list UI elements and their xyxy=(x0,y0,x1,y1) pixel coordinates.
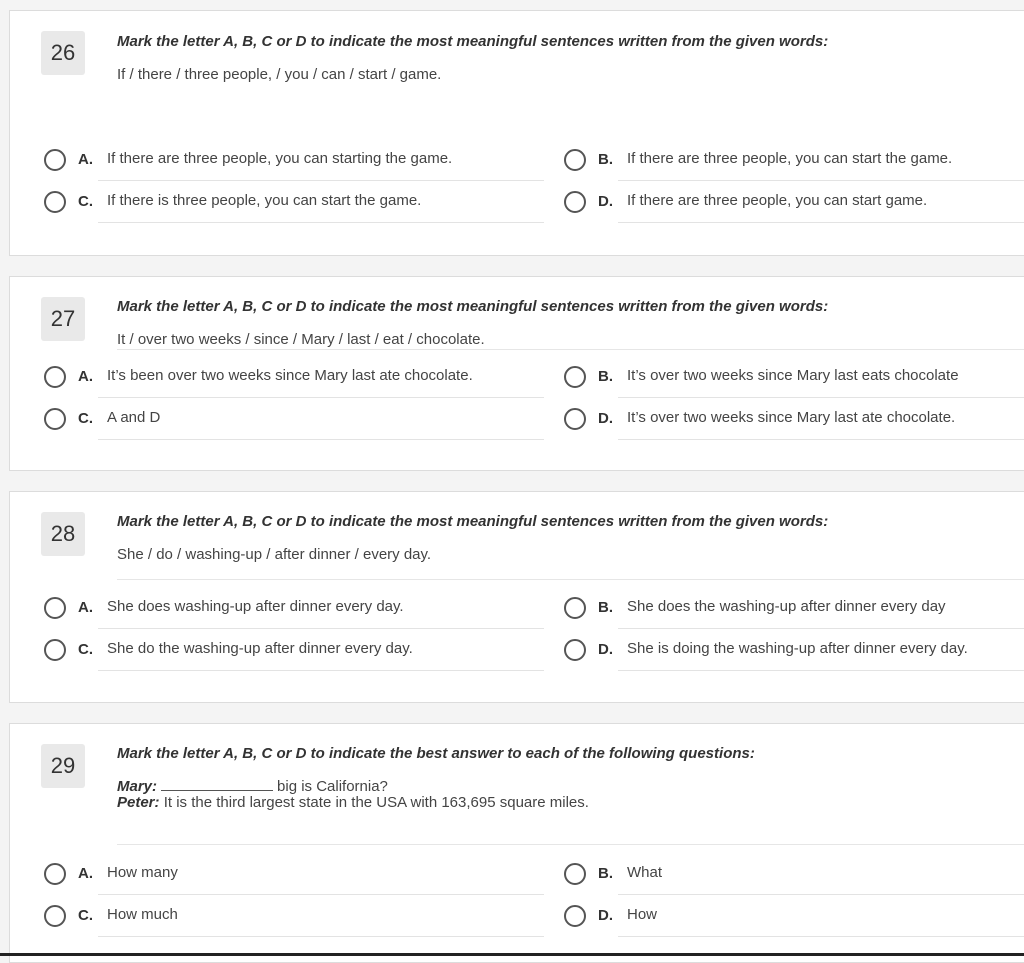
option-c[interactable] xyxy=(44,182,544,224)
option-text: She do the washing-up after dinner every day. xyxy=(107,640,413,657)
radio-button[interactable] xyxy=(44,905,66,927)
option-text: If there are three people, you can starting the game. xyxy=(107,150,453,167)
option-a[interactable] xyxy=(44,140,544,182)
option-d[interactable] xyxy=(564,182,1024,224)
option-a[interactable] xyxy=(44,854,544,896)
radio-button[interactable] xyxy=(44,366,66,388)
radio-button[interactable] xyxy=(564,597,586,619)
question-instruction: Mark the letter A, B, C or D to indicate the best answer to each of the following questions: xyxy=(117,745,755,762)
radio-button[interactable] xyxy=(564,366,586,388)
question-card-29 xyxy=(9,723,1024,963)
option-b[interactable] xyxy=(564,357,1024,399)
radio-button[interactable] xyxy=(564,191,586,213)
option-letter: D. xyxy=(598,410,613,427)
option-text: It’s been over two weeks since Mary last ate chocolate. xyxy=(107,367,473,384)
dialog-block xyxy=(117,778,589,811)
answer-blank xyxy=(161,778,273,791)
option-letter: A. xyxy=(78,368,93,385)
option-letter: A. xyxy=(78,865,93,882)
option-letter: B. xyxy=(598,865,613,882)
question-number: 26 xyxy=(41,31,85,75)
question-number: 29 xyxy=(41,744,85,788)
option-text: If there are three people, you can start game. xyxy=(627,192,928,209)
option-text: How much xyxy=(107,906,178,923)
radio-button[interactable] xyxy=(44,639,66,661)
dialog-line: It is the third largest state in the USA with 163,695 square miles. xyxy=(163,794,589,811)
option-letter: A. xyxy=(78,151,93,168)
option-d[interactable] xyxy=(564,399,1024,441)
option-letter: D. xyxy=(598,193,613,210)
question-prompt: If / there / three people, / you / can / start / game. xyxy=(117,66,442,83)
option-text: If there is three people, you can start the game. xyxy=(107,192,422,209)
option-letter: B. xyxy=(598,368,613,385)
radio-button[interactable] xyxy=(564,408,586,430)
option-letter: D. xyxy=(598,907,613,924)
option-d[interactable] xyxy=(564,630,1024,672)
option-letter: C. xyxy=(78,193,93,210)
option-letter: C. xyxy=(78,907,93,924)
radio-button[interactable] xyxy=(564,639,586,661)
question-card-27 xyxy=(9,276,1024,471)
option-b[interactable] xyxy=(564,854,1024,896)
option-c[interactable] xyxy=(44,896,544,938)
radio-button[interactable] xyxy=(564,863,586,885)
question-instruction: Mark the letter A, B, C or D to indicate the most meaningful sentences written from the given words: xyxy=(117,513,829,530)
radio-button[interactable] xyxy=(44,863,66,885)
speaker-label: Peter: xyxy=(117,794,160,811)
question-prompt: It / over two weeks / since / Mary / last / eat / chocolate. xyxy=(117,331,485,348)
question-instruction: Mark the letter A, B, C or D to indicate the most meaningful sentences written from the given words: xyxy=(117,33,829,50)
dialog-line: big is California? xyxy=(277,778,388,795)
option-a[interactable] xyxy=(44,588,544,630)
radio-button[interactable] xyxy=(564,149,586,171)
option-c[interactable] xyxy=(44,630,544,672)
radio-button[interactable] xyxy=(564,905,586,927)
radio-button[interactable] xyxy=(44,149,66,171)
option-text: It’s over two weeks since Mary last eats chocolate xyxy=(627,367,959,384)
option-text: She does the washing-up after dinner every day xyxy=(627,598,946,615)
option-text: If there are three people, you can start the game. xyxy=(627,150,953,167)
option-letter: D. xyxy=(598,641,613,658)
option-text: She does washing-up after dinner every day. xyxy=(107,598,404,615)
speaker-label: Mary: xyxy=(117,778,158,795)
radio-button[interactable] xyxy=(44,597,66,619)
question-instruction: Mark the letter A, B, C or D to indicate the most meaningful sentences written from the given words: xyxy=(117,298,829,315)
option-b[interactable] xyxy=(564,588,1024,630)
question-card-26 xyxy=(9,10,1024,256)
question-prompt: She / do / washing-up / after dinner / every day. xyxy=(117,546,432,563)
option-d[interactable] xyxy=(564,896,1024,938)
question-card-28 xyxy=(9,491,1024,703)
option-letter: A. xyxy=(78,599,93,616)
radio-button[interactable] xyxy=(44,408,66,430)
question-number: 28 xyxy=(41,512,85,556)
option-text: How xyxy=(627,906,658,923)
option-b[interactable] xyxy=(564,140,1024,182)
option-c[interactable] xyxy=(44,399,544,441)
option-text: A and D xyxy=(107,409,161,426)
option-text: How many xyxy=(107,864,178,881)
option-a[interactable] xyxy=(44,357,544,399)
option-text: It’s over two weeks since Mary last ate chocolate. xyxy=(627,409,956,426)
option-letter: C. xyxy=(78,410,93,427)
question-number: 27 xyxy=(41,297,85,341)
radio-button[interactable] xyxy=(44,191,66,213)
option-letter: C. xyxy=(78,641,93,658)
option-letter: B. xyxy=(598,599,613,616)
option-letter: B. xyxy=(598,151,613,168)
option-text: What xyxy=(627,864,663,881)
option-text: She is doing the washing-up after dinner every day. xyxy=(627,640,968,657)
